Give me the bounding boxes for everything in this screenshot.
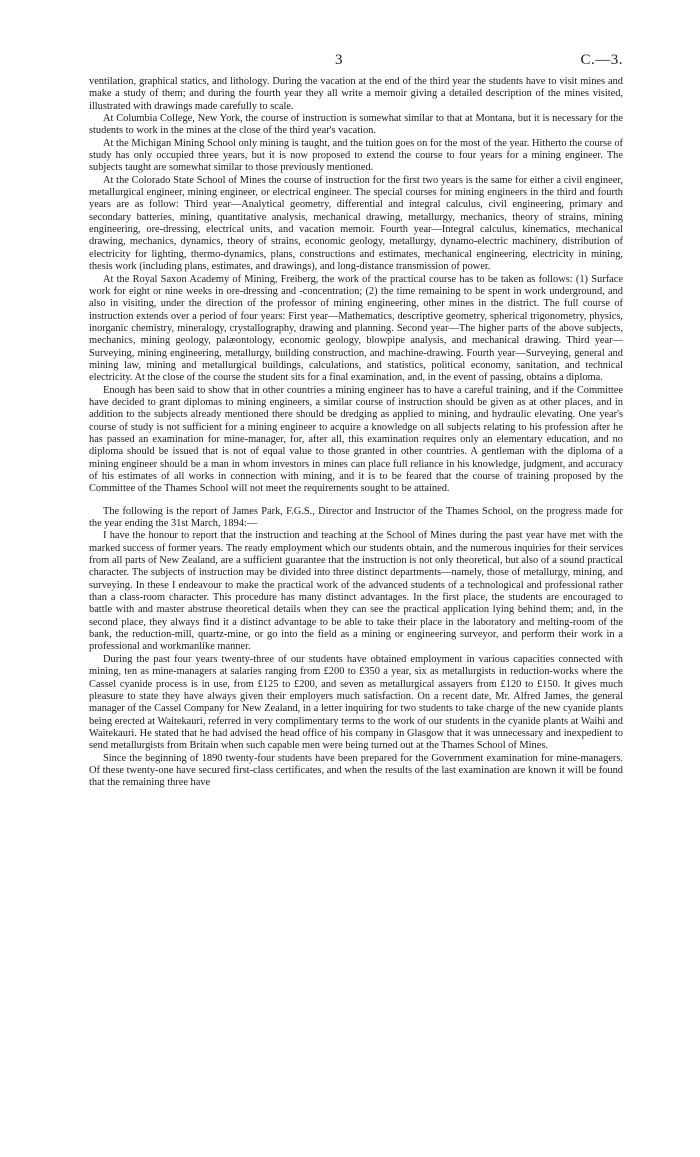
- paragraph-report-examinations: Since the beginning of 1890 twenty-four students have been prepared for the Government examination for mine-managers. Of these twenty-one have secured first-class certificates, and when the results of the last examination are known it will be found that the remaining three have: [89, 752, 623, 789]
- paragraph-report-employment: During the past four years twenty-three of our students have obtained employment in various capacities connected with mining, ten as mine-managers at salaries ranging from £200 to £350 a year, six as metallurgists in reduction-works where the Cassel cyanide process is in use, from £125 to £200, and seven as metallurgical assayers from £120 to £150. It gives much pleasure to state they have always given their employers much satisfaction. On a recent date, Mr. Alfred James, the general manager of the Cassel Company for New Zealand, in a letter inquiring for two students to take charge of the new cyanide plants being erected at Waitekauri, referred in very complimentary terms to the work of our students in the cyanide plants at Waihi and Waitekauri. He stated that he had advised the head office of his company in Glasgow that it was unnecessary and inexpedient to send metallurgists from Britain when such capable men were being turned out at the Thames School of Mines.: [89, 653, 623, 752]
- paragraph-columbia-college: At Columbia College, New York, the course of instruction is somewhat similar to that at Montana, but it is necessary for the students to work in the mines at the close of the third year's vacation.: [89, 113, 623, 137]
- document-page: [89, 50, 623, 790]
- paragraph-colorado-school-of-mines: At the Colorado State School of Mines the course of instruction for the first two years is the same for either a civil engineer, metallurgical engineer, mining engineer, or electrical engineer. The special courses for mining engineers in the third and fourth years are as follow: Third year—Analytical geometry, differential and integral calculus, civil engineering, primary and secondary batteries, mining, quantitative analysis, mechanical drawing, metallurgy, mechanics, theory of strains, mining engineering, ore-dressing, electrical units, and vacation memoir. Fourth year—Integral calculus, kinematics, mechanical drawing, mechanics, dynamics, theory of strains, economic geology, metallurgy, dynamo-electric machinery, distribution of electricity for lighting, thermo-dynamics, plans, constructions and estimates, mechanical engineering, electricity in mining, thesis work (including plans, estimates, and drawings), and long-distance transmission of power.: [89, 174, 623, 273]
- paragraph-royal-saxon-academy: At the Royal Saxon Academy of Mining, Freiberg, the work of the practical course has to be taken as follows: (1) Surface work for eight or nine weeks in ore-dressing and -concentration; (2) the time remaining to be spent in work underground, and also in visiting, under the direction of the professor of mining engineering, other mines in the district. The full course of instruction extends over a period of four years: First year—Mathematics, descriptive geometry, spherical trigonometry, physics, inorganic chemistry, mineralogy, crystallography, drawing and planning. Second year—The higher parts of the above subjects, mechanics, mining geology, palæontology, economic geology, blowpipe analysis, and mechanical drawing. Third year—Surveying, mining engineering, metallurgy, building construction, and machine-drawing. Fourth year—Surveying, general and mining law, mining and metallurgical buildings, calculations, and statistics, political economy, sanitation, and technical electricity. At the close of the course the student sits for a final examination, and, in the event of passing, obtains a diploma.: [89, 273, 623, 384]
- paragraph-mining-engineer-training: Enough has been said to show that in other countries a mining engineer has to have a careful training, and if the Committee have decided to grant diplomas to mining engineers, a similar course of instruction should be given as at other places, and in addition to the subjects already mentioned there should be dredging as applied to mining, and hydraulic elevating. One year's course of study is not sufficient for a mining engineer to acquire a knowledge on all subjects relating to his profession after he has passed an examination for mine-manager, for, after all, this examination requires only an elementary education, and no diploma should be issued that is not of equal value to those granted in other countries. A gentleman with the diploma of a mining engineer should be a man in whom investors in mines can place full reliance in his knowledge, judgment, and accuracy of his estimates of all works in connection with mining, and it is to be feared that the course of training proposed by the Committee of the Thames School will not meet the requirements sought to be attained.: [89, 384, 623, 495]
- paragraph-ventilation-continued: ventilation, graphical statics, and lithology. During the vacation at the end of the third year the students have to visit mines and make a study of them; and during the fourth year they all write a memoir giving a detailed description of the mines visited, illustrated with drawings made carefully to scale.: [89, 76, 623, 112]
- paragraph-report-instruction: I have the honour to report that the instruction and teaching at the School of Mines during the past year have met with the marked success of former years. The ready employment which our students obtain, and the numerous inquiries for their services from all parts of New Zealand, are a sufficient guarantee that the instruction is not only theoretical, but also of a sound practical character. The subjects of instruction may be divided into three distinct departments—namely, those of metallurgy, mining, and surveying. In these I endeavour to make the practical work of the advanced students of a technological and professional rather than a class-room character. This procedure has many distinct advantages. In the first place, the students are encouraged to battle with and master abstruse theoretical details when they can see the practical application lying behind them; and, in the second place, they always find it a distinct advantage to be able to take their place in the laboratory and melting-room of the bank, the reduction-mill, quartz-mine, or go into the field as a mining or engineering surveyor, and perform their work in a professional and workmanlike manner.: [89, 530, 623, 653]
- document-reference: C.—3.: [580, 52, 623, 68]
- document-body: [89, 76, 623, 790]
- page-header: [89, 50, 623, 76]
- paragraph-report-introduction: The following is the report of James Park, F.G.S., Director and Instructor of the Thames School, on the progress made for the year ending the 31st March, 1894:—: [89, 505, 623, 530]
- paragraph-michigan-mining-school: At the Michigan Mining School only mining is taught, and the tuition goes on for the most of the year. Hitherto the course of study has only occupied three years, but it is now proposed to extend the course to four years for a mining engineer. The subjects taught are somewhat similar to those previously mentioned.: [89, 137, 623, 174]
- page-number: 3: [335, 52, 343, 68]
